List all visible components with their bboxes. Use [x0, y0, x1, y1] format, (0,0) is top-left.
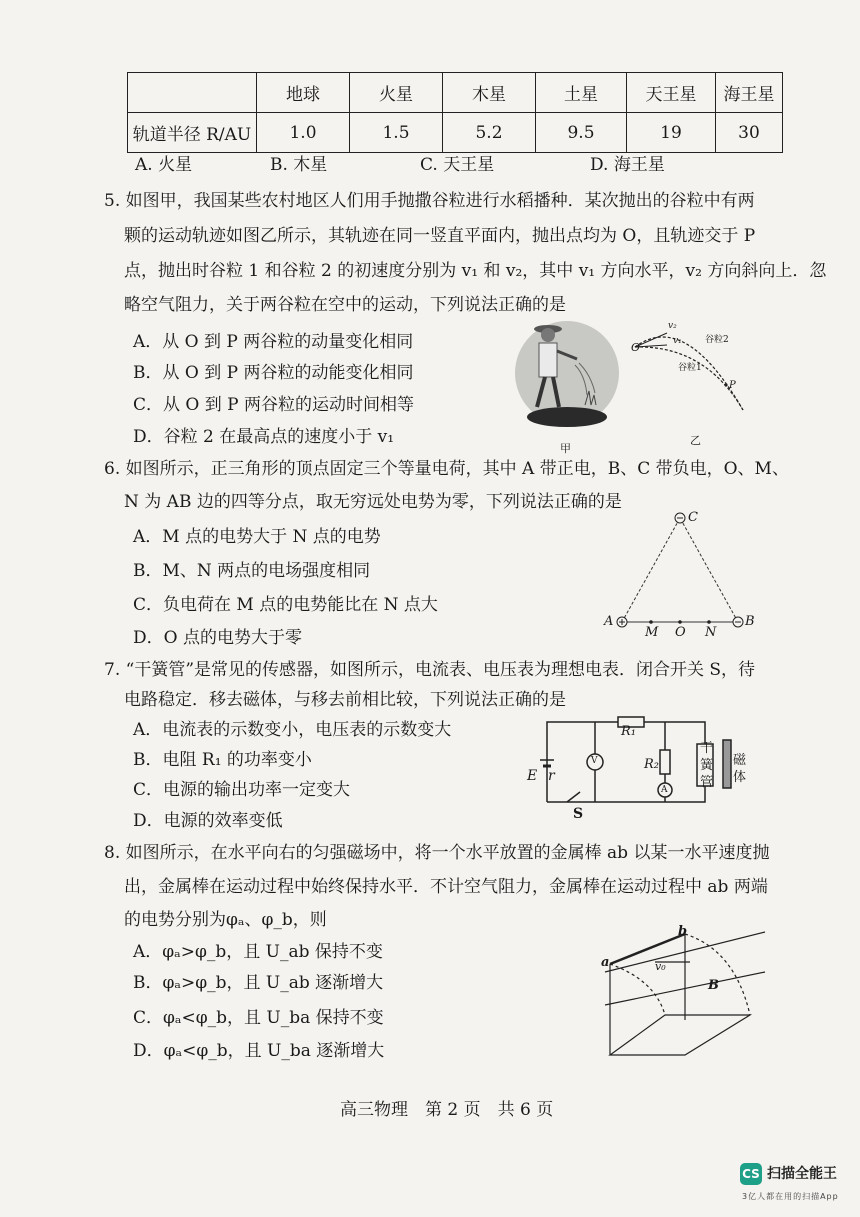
label-n: N [705, 625, 717, 640]
farmer-figure [515, 315, 620, 440]
point-m [649, 620, 653, 624]
q7-option-c: C．电源的输出功率一定变大 [133, 780, 351, 800]
fig-label-yi: 乙 [690, 434, 701, 447]
q8-option-d: D．φₐ<φ_b，且 U_ba 逐渐增大 [133, 1041, 385, 1061]
metal-rod-ab [610, 934, 685, 964]
q8-stem-line: 的电势分别为φₐ、φ_b，则 [124, 910, 327, 930]
q5-option-b: B．从 O 到 P 两谷粒的动能变化相同 [133, 363, 414, 383]
q8-option-b: B．φₐ>φ_b，且 U_ab 逐渐增大 [133, 973, 384, 993]
table-header-cell: 天王星 [627, 73, 716, 113]
label-o: O [631, 341, 641, 354]
q8-option-c: C．φₐ<φ_b，且 U_ba 保持不变 [133, 1008, 384, 1028]
q7-option-d: D．电源的效率变低 [133, 811, 283, 831]
label-s: S [573, 806, 584, 822]
q8-stem-line: 8. 如图所示，在水平向右的匀强磁场中，将一个水平放置的金属棒 ab 以某一水平速度抛 [104, 843, 770, 863]
q6-option-a: A．M 点的电势大于 N 点的电势 [133, 527, 381, 547]
table-cell: 1.5 [350, 113, 443, 153]
q4-option-d: D. 海王星 [590, 155, 665, 175]
q5-stem-line: 颗的运动轨迹如图乙所示，其轨迹在同一竖直平面内，抛出点均为 O，且轨迹交于 P [124, 226, 756, 246]
camscanner-logo: CS [740, 1163, 762, 1185]
label-o6: O [675, 625, 686, 640]
table-header-cell: 地球 [257, 73, 350, 113]
q6-stem-line: 6. 如图所示，正三角形的顶点固定三个等量电荷，其中 A 带正电，B、C 带负电，O、M、 [104, 459, 789, 479]
q8-option-a: A．φₐ>φ_b，且 U_ab 保持不变 [133, 942, 383, 962]
orbit-radius-table [127, 72, 783, 153]
label-b-end: b [678, 924, 688, 939]
table-cell: 5.2 [443, 113, 536, 153]
label-c: C [688, 510, 698, 525]
q7-option-b: B．电阻 R₁ 的功率变小 [133, 750, 312, 770]
point-o [678, 620, 682, 624]
table-header-cell: 火星 [350, 73, 443, 113]
label-a-end: a [601, 955, 610, 970]
q5-option-d: D．谷粒 2 在最高点的速度小于 v₁ [133, 427, 395, 447]
table-header-cell: 土星 [536, 73, 627, 113]
label-v1: v₁ [673, 336, 682, 346]
q5-option-a: A．从 O 到 P 两谷粒的动量变化相同 [133, 332, 414, 352]
trajectory-b [685, 934, 750, 1015]
resistor-r2 [660, 750, 670, 774]
label-b-field: B [708, 978, 719, 993]
q6-option-c: C．负电荷在 M 点的电势能比在 N 点大 [133, 595, 438, 615]
q6-option-b: B．M、N 两点的电场强度相同 [133, 561, 371, 581]
label-r: r [548, 768, 555, 784]
camscanner-tagline: 3亿人都在用的扫描App [742, 1192, 839, 1201]
q5-stem-line: 点，抛出时谷粒 1 和谷粒 2 的初速度分别为 v₁ 和 v₂，其中 v₁ 方向水平，v₂ 方向斜向上．忽 [124, 261, 827, 281]
trajectory-grain-1 [635, 347, 743, 410]
label-magnet: 磁体 [733, 753, 747, 785]
label-reed-switch: 干簧管 [700, 741, 714, 790]
table-cell: 30 [716, 113, 783, 153]
label-r2: R₂ [644, 757, 659, 772]
magnetic-field-figure [595, 920, 770, 1065]
table-row [128, 113, 783, 153]
q8-stem-line: 出，金属棒在运动过程中始终保持水平．不计空气阻力，金属棒在运动过程中 ab 两端 [124, 877, 768, 897]
q7-stem-line: 电路稳定．移去磁体，与移去前相比较，下列说法正确的是 [124, 690, 566, 710]
table-header-cell: 木星 [443, 73, 536, 113]
q4-option-b: B. 木星 [270, 155, 328, 175]
table-cell: 9.5 [536, 113, 627, 153]
q6-stem-line: N 为 AB 边的四等分点，取无穷远处电势为零，下列说法正确的是 [124, 492, 622, 512]
q5-option-c: C．从 O 到 P 两谷粒的运动时间相等 [133, 395, 414, 415]
label-r1: R₁ [621, 724, 636, 739]
circuit-figure [535, 712, 750, 812]
table-cell: 1.0 [257, 113, 350, 153]
q5-stem-line: 略空气阻力，关于两谷粒在空中的运动，下列说法正确的是 [124, 295, 566, 315]
point-n [707, 620, 711, 624]
q7-stem-line: 7. “干簧管”是常见的传感器，如图所示，电流表、电压表为理想电表．闭合开关 S，待 [104, 660, 756, 680]
magnet [723, 740, 731, 788]
table-header-cell [128, 73, 257, 113]
label-m: M [645, 625, 659, 640]
fig-label-jia: 甲 [560, 442, 571, 455]
label-a: A [604, 614, 614, 629]
table-header-row [128, 73, 783, 113]
label-ammeter: A [661, 785, 668, 795]
table-header-cell: 海王星 [716, 73, 783, 113]
label-v2: v₂ [668, 321, 677, 331]
table-cell: 19 [627, 113, 716, 153]
q5-stem-line: 5. 如图甲，我国某些农村地区人们用手抛撒谷粒进行水稻播种．某次抛出的谷粒中有两 [104, 191, 755, 211]
label-v: V [591, 756, 598, 766]
label-p: P [729, 380, 736, 391]
q4-option-a: A. 火星 [135, 155, 193, 175]
switch-s [567, 792, 580, 802]
triangle-sides [622, 518, 738, 622]
table-row-label: 轨道半径 R/AU [128, 113, 257, 153]
label-e: E [527, 768, 538, 784]
label-grain-2: 谷粒2 [705, 335, 729, 345]
point-p [724, 383, 727, 386]
q7-option-a: A．电流表的示数变小，电压表的示数变大 [133, 720, 452, 740]
floor-plane [610, 1015, 750, 1055]
label-grain-1: 谷粒1 [678, 363, 702, 373]
page-footer: 高三物理 第 2 页 共 6 页 [340, 1100, 554, 1120]
q4-option-c: C. 天王星 [420, 155, 495, 175]
label-v0: v₀ [655, 960, 666, 973]
label-b: B [745, 614, 755, 629]
q6-option-d: D．O 点的电势大于零 [133, 628, 302, 648]
camscanner-name: 扫描全能王 [767, 1166, 837, 1182]
